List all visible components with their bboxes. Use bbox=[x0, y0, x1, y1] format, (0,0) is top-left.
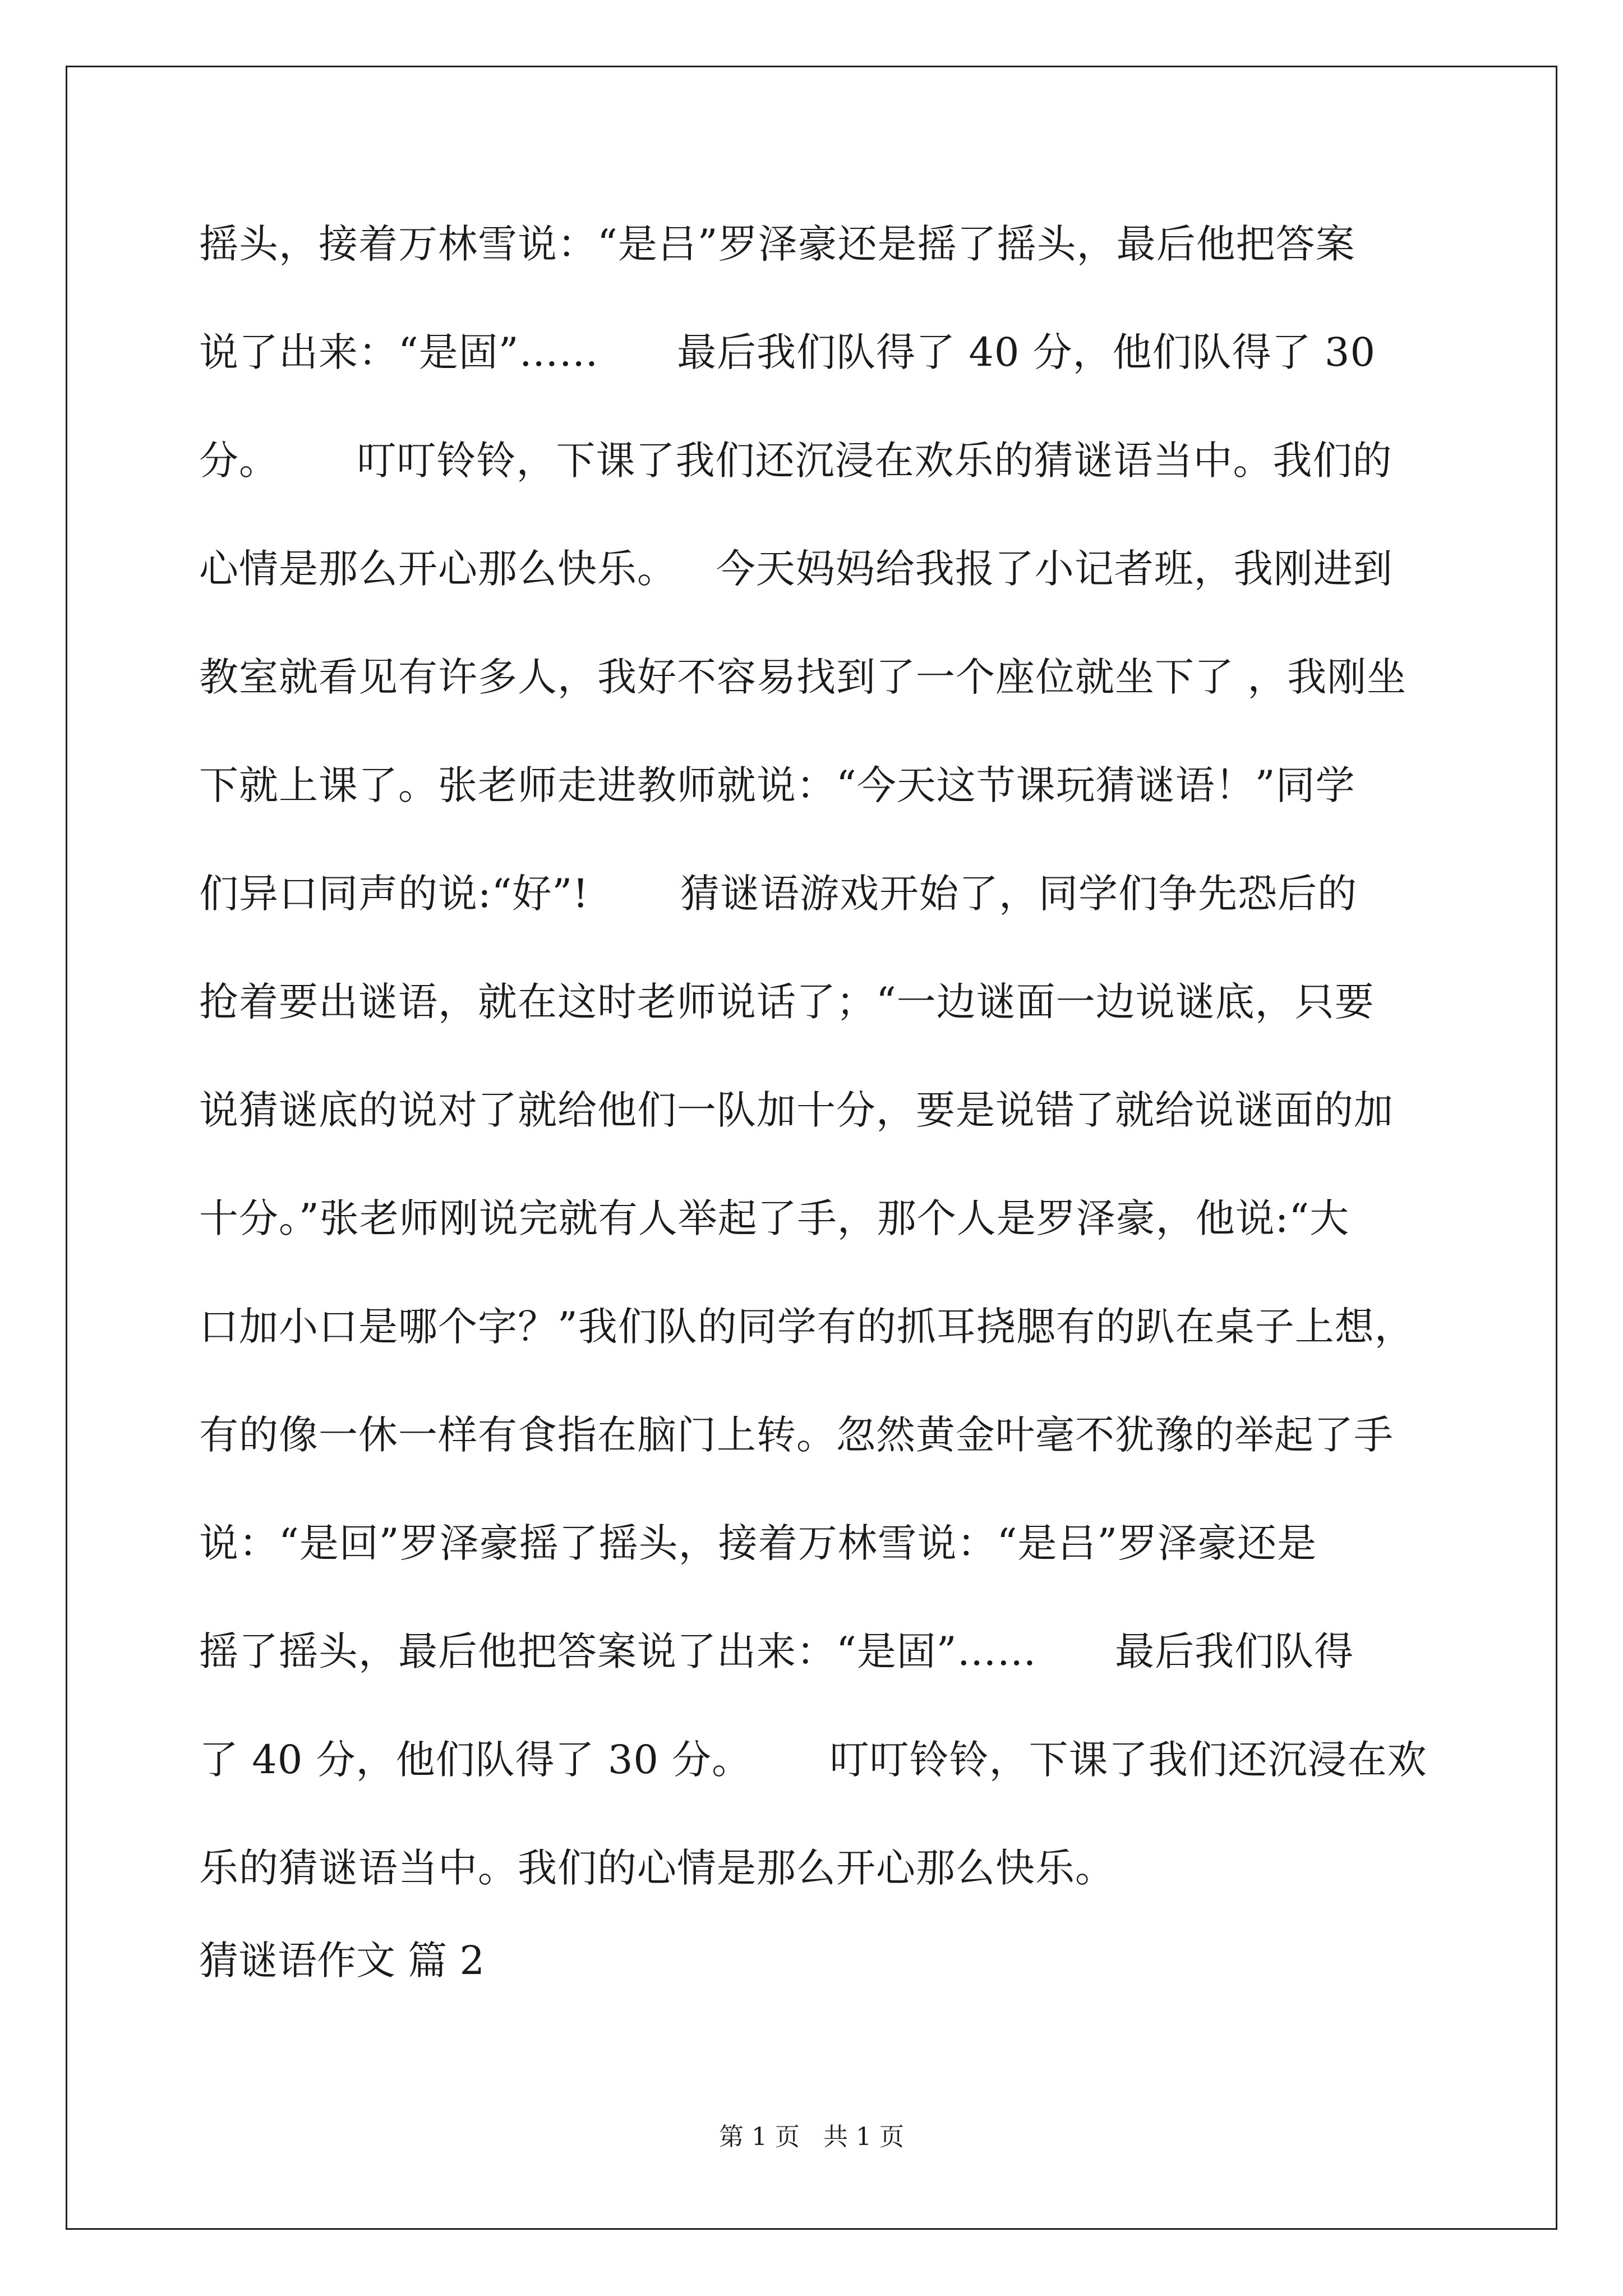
body-line: 说猜谜底的说对了就给他们一队加十分，要是说错了就给说谜面的加 bbox=[199, 1087, 1394, 1133]
body-line: 抢着要出谜语，就在这时老师说话了；“一边谜面一边说谜底，只要 bbox=[199, 979, 1375, 1025]
body-line: 教室就看见有许多人，我好不容易找到了一个座位就坐下了 ，我刚坐 bbox=[199, 654, 1407, 700]
body-line: 了 40 分，他们队得了 30 分。 叮叮铃铃，下课了我们还沉浸在欢 bbox=[199, 1737, 1427, 1783]
body-line: 口加小口是哪个字？”我们队的同学有的抓耳挠腮有的趴在桌子上想， bbox=[199, 1304, 1414, 1350]
body-line: 心情是那么开心那么快乐。 今天妈妈给我报了小记者班，我刚进到 bbox=[199, 546, 1393, 592]
body-line: 十分。”张老师刚说完就有人举起了手，那个人是罗泽豪，他说:“大 bbox=[199, 1195, 1350, 1241]
body-line: 乐的猜谜语当中。我们的心情是那么开心那么快乐。 bbox=[199, 1845, 1115, 1891]
body-line: 说：“是回”罗泽豪摇了摇头，接着万林雪说：“是吕”罗泽豪还是 bbox=[199, 1520, 1317, 1566]
body-line: 下就上课了。张老师走进教师就说：“今天这节课玩猜谜语！”同学 bbox=[199, 762, 1355, 808]
article-body bbox=[199, 208, 1450, 1940]
body-line: 摇了摇头，最后他把答案说了出来：“是固”…… 最后我们队得 bbox=[199, 1628, 1354, 1674]
body-line: 分。 叮叮铃铃，下课了我们还沉浸在欢乐的猜谜语当中。我们的 bbox=[199, 438, 1393, 484]
body-line: 们异口同声的说:“好”! 猜谜语游戏开始了，同学们争先恐后的 bbox=[199, 871, 1358, 917]
body-line: 说了出来：“是固”…… 最后我们队得了 40 分，他们队得了 30 bbox=[199, 329, 1376, 375]
page-footer: 第 1 页 共 1 页 bbox=[719, 2123, 904, 2151]
body-line: 有的像一休一样有食指在脑门上转。忽然黄金叶毫不犹豫的举起了手 bbox=[199, 1412, 1394, 1458]
body-line: 摇头，接着万林雪说：“是吕”罗泽豪还是摇了摇头，最后他把答案 bbox=[199, 221, 1355, 267]
section-heading: 猜谜语作文 篇 2 bbox=[199, 1938, 485, 1984]
